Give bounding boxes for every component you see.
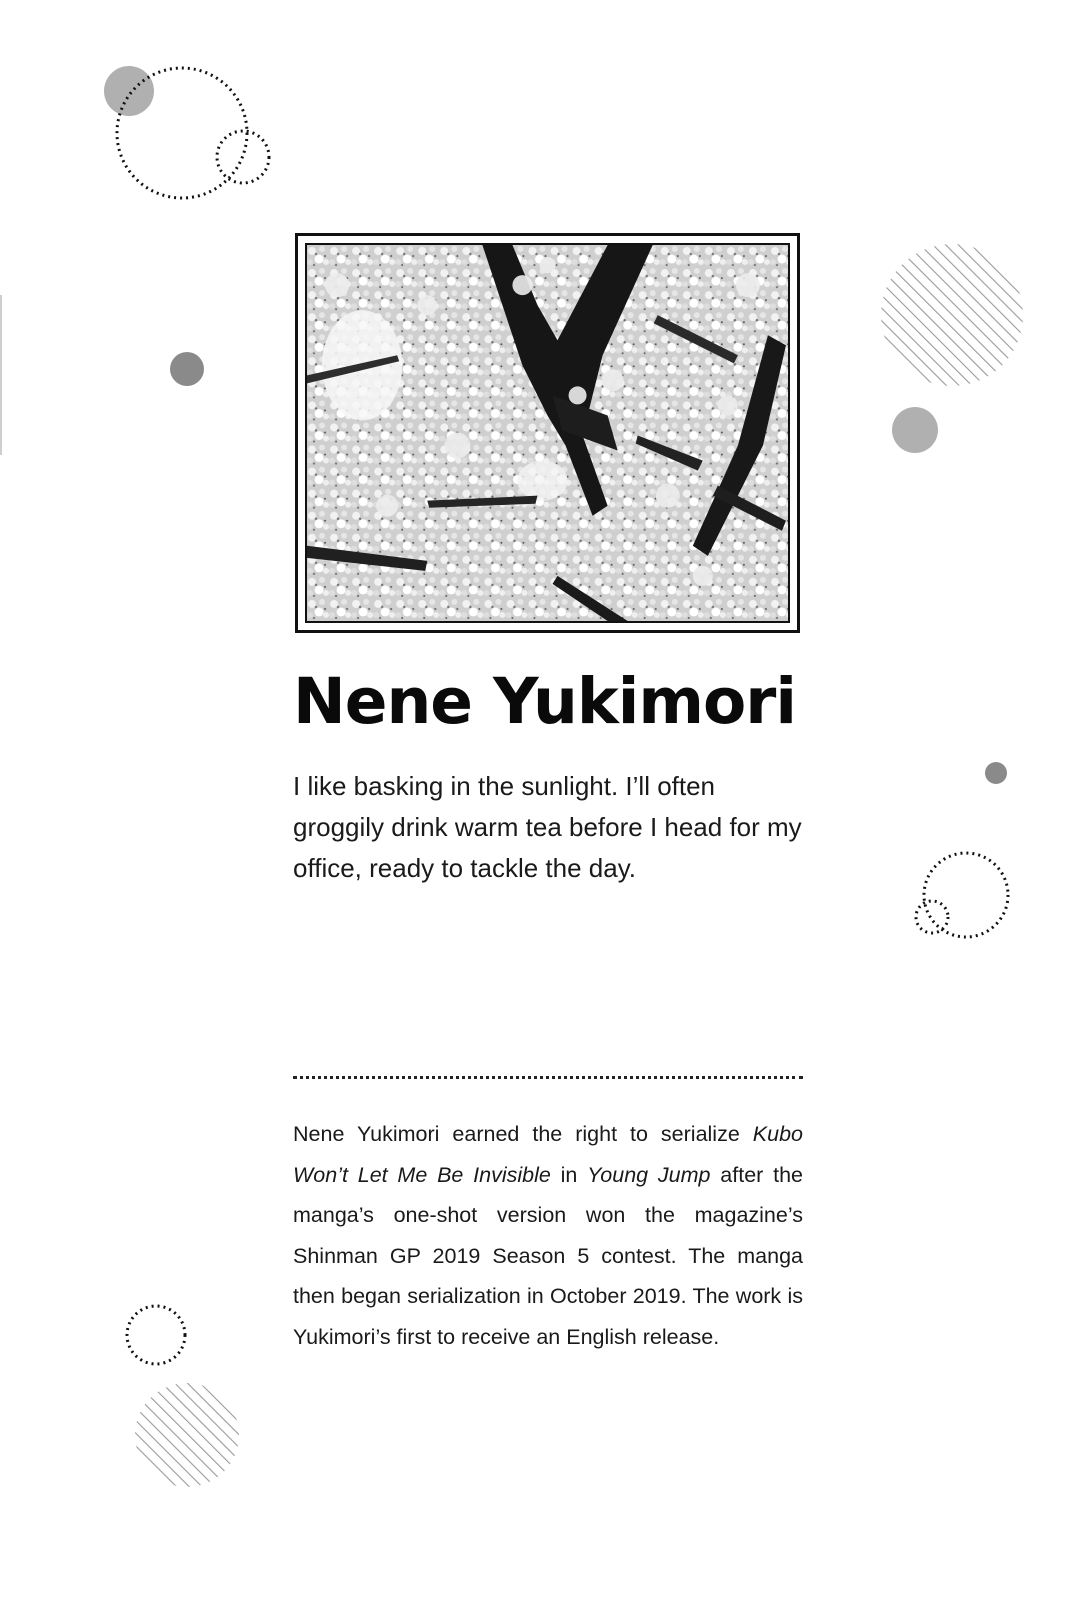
author-bio — [293, 1114, 803, 1358]
cherry-blossom-illustration — [307, 245, 788, 621]
bio-work-title: Kubo Won’t Let Me Be Invisible — [293, 1122, 803, 1187]
bio-magazine: Young Jump — [587, 1162, 711, 1187]
bio-text: after the manga’s one-shot version won the magazine’s Shinman GP 2019 Season 5 contest. The manga then began serialization in October 2019. The work is Yukimori’s first to receive an English release. — [293, 1162, 803, 1349]
dotted-ring — [117, 68, 247, 198]
gray-dot — [170, 352, 204, 386]
author-comment: I like basking in the sunlight. I’ll often groggily drink warm tea before I head for my office, ready to tackle the day. — [293, 771, 802, 883]
edge-mark — [0, 295, 2, 455]
dotted-ring — [924, 853, 1008, 937]
bio-text: Nene Yukimori earned the right to serialize — [293, 1122, 753, 1146]
photo-frame — [295, 233, 800, 633]
page-title: Nene Yukimori — [293, 665, 796, 738]
dotted-ring — [217, 131, 269, 183]
gray-dot — [104, 66, 154, 116]
bio-text: in — [550, 1162, 588, 1187]
gray-dot — [892, 407, 938, 453]
dotted-divider — [293, 1076, 803, 1079]
hatched-circle — [135, 1383, 239, 1487]
dotted-ring — [916, 901, 948, 933]
dotted-ring — [127, 1306, 185, 1364]
hatched-circle — [881, 244, 1023, 386]
cherry-blossom-photo — [305, 243, 790, 623]
gray-dot — [985, 762, 1007, 784]
